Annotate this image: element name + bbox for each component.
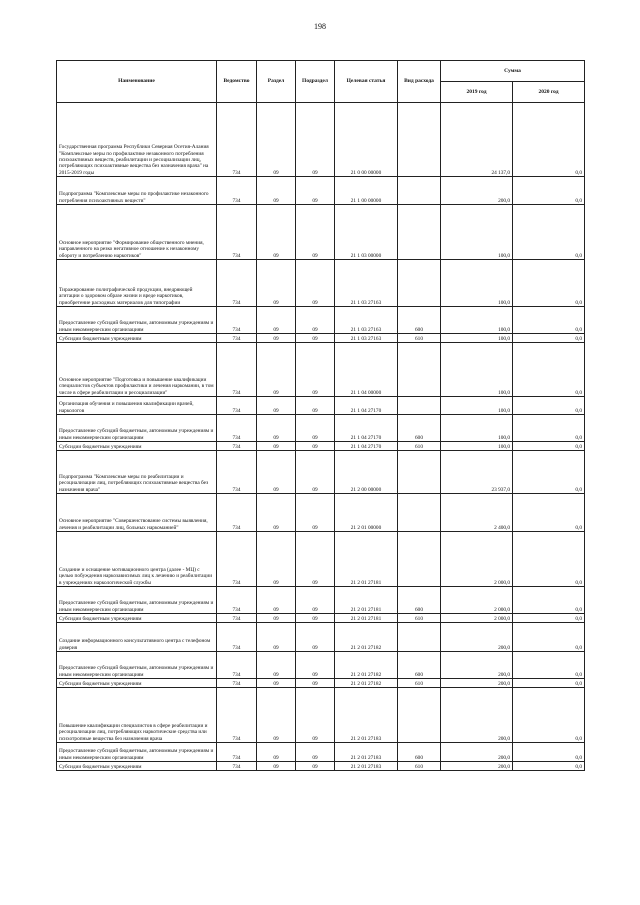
cell-name: Субсидии бюджетным учреждениям [57,762,217,771]
header-sum: Сумма [441,61,585,82]
table-row [57,205,585,260]
cell-2019: 100,0 [441,334,513,343]
cell-section: 09 [257,415,296,442]
cell-target: 21 2 01 27183 [335,762,398,771]
header-dept: Ведомство [217,61,257,103]
cell-2020: 0,0 [513,494,585,532]
cell-2019: 200,0 [441,679,513,688]
cell-2020: 0,0 [513,343,585,397]
cell-expense: 600 [398,652,441,679]
cell-target: 21 2 01 00000 [335,494,398,532]
cell-target: 21 1 04 27170 [335,442,398,451]
table-row [57,743,585,762]
cell-expense: 600 [398,743,441,762]
cell-2020: 0,0 [513,532,585,587]
cell-section: 09 [257,587,296,614]
cell-2020: 0,0 [513,103,585,177]
header-section: Раздел [257,61,296,103]
cell-expense [398,451,441,494]
cell-name: Основное мероприятие "Подготовка и повышение квалификации специалистов субъектов профилактики и лечения наркомании, в том числе в сфере реабилитации и ресоциализации" [57,343,217,397]
cell-section: 09 [257,103,296,177]
cell-name: Субсидии бюджетным учреждениям [57,614,217,623]
cell-dept: 734 [217,415,257,442]
cell-subsection: 09 [296,652,335,679]
cell-2020: 0,0 [513,762,585,771]
cell-dept: 734 [217,442,257,451]
table-row [57,442,585,451]
cell-2019: 100,0 [441,307,513,334]
cell-expense [398,205,441,260]
cell-subsection: 09 [296,451,335,494]
cell-expense [398,494,441,532]
cell-subsection: 09 [296,334,335,343]
cell-name: Предоставление субсидий бюджетным, автономным учреждениям и иным некоммерческим организациям [57,652,217,679]
header-2019: 2019 год [441,82,513,103]
cell-dept: 734 [217,103,257,177]
table-row [57,103,585,177]
cell-name: Субсидии бюджетным учреждениям [57,442,217,451]
table-row [57,334,585,343]
cell-2020: 0,0 [513,205,585,260]
cell-2020: 0,0 [513,614,585,623]
header-name: Наименование [57,61,217,103]
cell-target: 21 2 01 27183 [335,743,398,762]
cell-2020: 0,0 [513,177,585,205]
cell-2019: 2 000,0 [441,587,513,614]
cell-subsection: 09 [296,177,335,205]
table-row [57,762,585,771]
cell-dept: 734 [217,177,257,205]
page-number: 198 [314,22,326,31]
cell-name: Предоставление субсидий бюджетным, автономным учреждениям и иным некоммерческим организациям [57,307,217,334]
cell-subsection: 09 [296,587,335,614]
table-row [57,343,585,397]
table-row [57,307,585,334]
cell-section: 09 [257,260,296,307]
cell-section: 09 [257,623,296,652]
cell-section: 09 [257,334,296,343]
cell-expense [398,260,441,307]
cell-subsection: 09 [296,103,335,177]
table-row [57,451,585,494]
cell-target: 21 2 01 27182 [335,652,398,679]
cell-target: 21 0 00 00000 [335,103,398,177]
cell-2020: 0,0 [513,415,585,442]
cell-2019: 24 137,0 [441,103,513,177]
cell-2019: 100,0 [441,205,513,260]
table-row [57,688,585,743]
cell-2020: 0,0 [513,442,585,451]
cell-section: 09 [257,451,296,494]
cell-2019: 100,0 [441,397,513,415]
cell-dept: 734 [217,688,257,743]
cell-target: 21 2 01 27181 [335,614,398,623]
cell-subsection: 09 [296,688,335,743]
table-row [57,623,585,652]
cell-name: Основное мероприятие "Формирование общественного мнения, направленного на резко негативное отношение к незаконному обороту и потреблению наркотиков" [57,205,217,260]
cell-dept: 734 [217,652,257,679]
cell-section: 09 [257,307,296,334]
cell-2020: 0,0 [513,652,585,679]
cell-name: Субсидии бюджетным учреждениям [57,334,217,343]
cell-expense [398,532,441,587]
table-row [57,587,585,614]
cell-2019: 23 937,0 [441,451,513,494]
cell-target: 21 2 01 27183 [335,688,398,743]
cell-name: Создание информационного консультативного центра с телефоном доверия [57,623,217,652]
cell-subsection: 09 [296,494,335,532]
cell-2020: 0,0 [513,679,585,688]
cell-expense [398,623,441,652]
cell-target: 21 2 01 27181 [335,587,398,614]
header-subsection: Подраздел [296,61,335,103]
cell-target: 21 1 03 27163 [335,260,398,307]
cell-dept: 734 [217,614,257,623]
cell-name: Субсидии бюджетным учреждениям [57,679,217,688]
cell-2019: 100,0 [441,415,513,442]
table-row [57,652,585,679]
cell-expense: 600 [398,415,441,442]
cell-subsection: 09 [296,307,335,334]
cell-dept: 734 [217,762,257,771]
cell-2019: 2 400,0 [441,494,513,532]
cell-name: Подпрограмма "Комплексные меры по реабилитации и ресоциализации лиц, потребляющих психоактивные вещества без назначения врача" [57,451,217,494]
cell-2020: 0,0 [513,307,585,334]
cell-2019: 100,0 [441,442,513,451]
cell-2020: 0,0 [513,451,585,494]
cell-subsection: 09 [296,679,335,688]
cell-expense: 610 [398,679,441,688]
table-row [57,260,585,307]
cell-name: Повышение квалификации специалистов в сфере реабилитации и ресоциализации лиц, потребляющих наркотические средства или психотропные вещества без назначения врача [57,688,217,743]
cell-expense [398,343,441,397]
header-2020: 2020 год [513,82,585,103]
cell-dept: 734 [217,532,257,587]
cell-subsection: 09 [296,260,335,307]
cell-section: 09 [257,532,296,587]
cell-expense: 600 [398,307,441,334]
table-row [57,679,585,688]
cell-target: 21 2 01 27182 [335,623,398,652]
cell-target: 21 1 04 00000 [335,343,398,397]
cell-expense [398,688,441,743]
cell-section: 09 [257,442,296,451]
cell-expense: 610 [398,614,441,623]
cell-section: 09 [257,614,296,623]
cell-2019: 2 000,0 [441,532,513,587]
cell-subsection: 09 [296,205,335,260]
cell-subsection: 09 [296,415,335,442]
cell-subsection: 09 [296,743,335,762]
cell-subsection: 09 [296,532,335,587]
cell-expense: 610 [398,334,441,343]
table-row [57,614,585,623]
cell-2019: 200,0 [441,623,513,652]
cell-expense [398,103,441,177]
cell-section: 09 [257,205,296,260]
cell-subsection: 09 [296,397,335,415]
cell-2020: 0,0 [513,688,585,743]
cell-dept: 734 [217,587,257,614]
cell-dept: 734 [217,334,257,343]
cell-dept: 734 [217,494,257,532]
cell-2019: 100,0 [441,343,513,397]
cell-expense: 600 [398,587,441,614]
header-expense: Вид расхода [398,61,441,103]
cell-dept: 734 [217,307,257,334]
cell-section: 09 [257,343,296,397]
cell-section: 09 [257,397,296,415]
cell-target: 21 1 03 00000 [335,205,398,260]
cell-dept: 734 [217,343,257,397]
cell-target: 21 2 01 27181 [335,532,398,587]
table-row [57,415,585,442]
table-body [57,103,585,771]
cell-2020: 0,0 [513,397,585,415]
cell-name: Предоставление субсидий бюджетным, автономным учреждениям и иным некоммерческим организациям [57,415,217,442]
cell-2019: 200,0 [441,743,513,762]
table-row [57,177,585,205]
cell-dept: 734 [217,397,257,415]
table-header [57,61,585,103]
cell-2019: 2 000,0 [441,614,513,623]
cell-target: 21 1 04 27170 [335,415,398,442]
cell-dept: 734 [217,451,257,494]
cell-name: Организация обучения и повышения квалификации врачей, наркологов [57,397,217,415]
cell-dept: 734 [217,679,257,688]
cell-section: 09 [257,652,296,679]
cell-2019: 200,0 [441,652,513,679]
cell-section: 09 [257,679,296,688]
cell-2019: 200,0 [441,177,513,205]
cell-2019: 100,0 [441,260,513,307]
cell-2019: 200,0 [441,688,513,743]
cell-2020: 0,0 [513,587,585,614]
cell-name: Основное мероприятие "Совершенствование системы выявления, лечения и реабилитации лиц, больных наркоманией" [57,494,217,532]
cell-section: 09 [257,688,296,743]
cell-dept: 734 [217,260,257,307]
cell-name: Создание и оснащение мотивационного центра (далее - МЦ) с целью побуждения наркозависимых лиц к лечению и реабилитации в учреждениях наркологической службы [57,532,217,587]
cell-subsection: 09 [296,343,335,397]
cell-dept: 734 [217,743,257,762]
budget-table [56,60,585,771]
table-row [57,532,585,587]
cell-target: 21 1 00 00000 [335,177,398,205]
cell-target: 21 2 01 27182 [335,679,398,688]
cell-expense [398,397,441,415]
cell-name: Подпрограмма "Комплексные меры по профилактике незаконного потребления психоактивных веществ" [57,177,217,205]
cell-subsection: 09 [296,762,335,771]
cell-name: Тиражирование полиграфической продукции, внедряющей агитации о здоровом образе жизни и вреде наркотиков, приобретение расходных материалов для типографии [57,260,217,307]
cell-subsection: 09 [296,442,335,451]
cell-2020: 0,0 [513,334,585,343]
cell-expense [398,177,441,205]
cell-expense: 610 [398,442,441,451]
header-target: Целевая статья [335,61,398,103]
cell-target: 21 2 00 00000 [335,451,398,494]
cell-2019: 200,0 [441,762,513,771]
cell-2020: 0,0 [513,260,585,307]
cell-section: 09 [257,762,296,771]
table-row [57,494,585,532]
cell-target: 21 1 04 27170 [335,397,398,415]
cell-target: 21 1 03 27163 [335,334,398,343]
cell-section: 09 [257,743,296,762]
cell-subsection: 09 [296,614,335,623]
cell-dept: 734 [217,205,257,260]
cell-name: Предоставление субсидий бюджетным, автономным учреждениям и иным некоммерческим организациям [57,743,217,762]
cell-subsection: 09 [296,623,335,652]
cell-section: 09 [257,494,296,532]
cell-name: Предоставление субсидий бюджетным, автономным учреждениям и иным некоммерческим организациям [57,587,217,614]
cell-2020: 0,0 [513,623,585,652]
cell-2020: 0,0 [513,743,585,762]
cell-expense: 610 [398,762,441,771]
table-row [57,397,585,415]
cell-name: Государственная программа Республики Северная Осетия-Алания "Комплексные меры по профилактике незаконного потребления психоактивных веществ, реабилитации и ресоциализации лиц, потребляющих психоактивные вещества без назначения врача" на 2015-2019 годы [57,103,217,177]
cell-target: 21 1 03 27163 [335,307,398,334]
cell-dept: 734 [217,623,257,652]
cell-section: 09 [257,177,296,205]
